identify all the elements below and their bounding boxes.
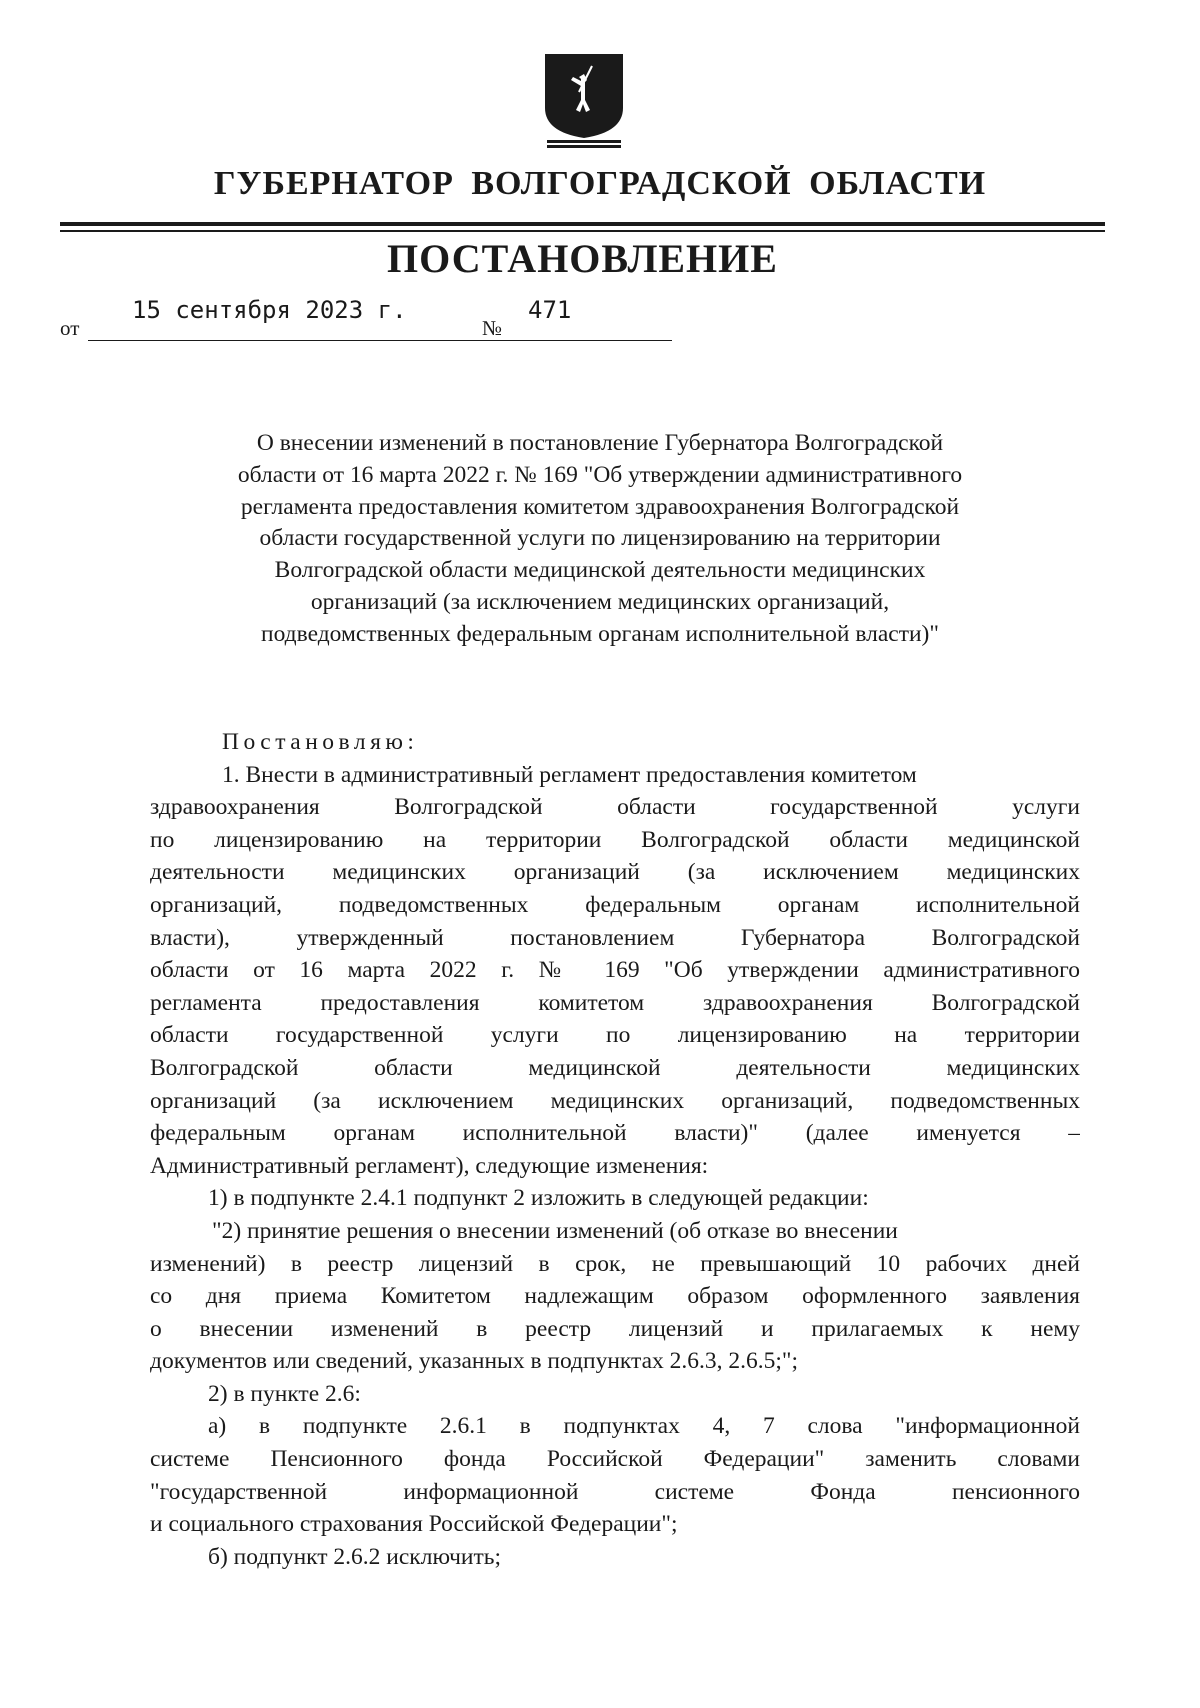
body-line: регламента предоставления комитетом здравоохранения Волгоградской <box>150 989 1080 1016</box>
body-line: организаций, подведомственных федеральным органам исполнительной <box>150 891 1080 918</box>
subject-line: области от 16 марта 2022 г. № 169 "Об утверждении административного <box>237 461 963 488</box>
body-line: области государственной услуги по лицензированию на территории <box>150 1022 1080 1049</box>
date-from-label: от <box>60 316 80 340</box>
header-rule-thin <box>60 230 1105 232</box>
subject-line: О внесении изменений в постановление Губернатора Волгоградской <box>256 430 944 456</box>
body-line: деятельности медицинских организаций (за исключением медицинских <box>150 859 1080 886</box>
body-line: 1. Внести в административный регламент предоставления комитетом <box>222 761 917 788</box>
body-line: Административный регламент), следующие изменения: <box>150 1152 709 1179</box>
body-line: организаций (за исключением медицинских организаций, подведомственных <box>150 1087 1080 1114</box>
body-line: системе Пенсионного фонда Российской Федерации" заменить словами <box>150 1446 1080 1473</box>
document-body <box>150 726 1080 1573</box>
resolve-word: Постановляю: <box>222 729 419 755</box>
date-number-row <box>60 296 700 340</box>
issuing-authority: ГУБЕРНАТОР ВОЛГОГРАДСКОЙ ОБЛАСТИ <box>213 165 987 202</box>
body-line: 2) в пункте 2.6: <box>208 1380 361 1407</box>
subject-line: области государственной услуги по лицензированию на территории <box>259 525 941 552</box>
number-label: № <box>482 316 503 340</box>
subject-line: организаций (за исключением медицинских организаций, <box>310 588 890 615</box>
body-line: здравоохранения Волгоградской области государственной услуги <box>150 794 1080 821</box>
body-line: области от 16 марта 2022 г. № 169 "Об утверждении административного <box>150 957 1080 984</box>
document-subject <box>150 428 1050 651</box>
document-number: 471 <box>528 296 572 324</box>
date-underline <box>88 340 533 341</box>
document-date: 15 сентября 2023 г. <box>132 296 407 324</box>
body-line: а) в подпункте 2.6.1 в подпунктах 4, 7 слова "информационной <box>208 1413 1080 1440</box>
header-rule-thick <box>60 222 1105 226</box>
coat-of-arms-icon <box>543 52 625 152</box>
body-line: документов или сведений, указанных в подпунктах 2.6.3, 2.6.5;"; <box>150 1348 799 1375</box>
subject-line: подведомственных федеральным органам исполнительной власти)" <box>261 620 939 647</box>
body-line: б) подпункт 2.6.2 исключить; <box>208 1543 502 1570</box>
body-line: и социального страхования Российской Федерации"; <box>150 1511 678 1538</box>
body-line: изменений) в реестр лицензий в срок, не превышающий 10 рабочих дней <box>150 1250 1080 1277</box>
body-line: "государственной информационной системе Фонда пенсионного <box>150 1478 1080 1505</box>
document-type-title: ПОСТАНОВЛЕНИЕ <box>387 236 778 281</box>
body-line: о внесении изменений в реестр лицензий и прилагаемых к нему <box>150 1315 1080 1342</box>
body-line: Волгоградской области медицинской деятельности медицинских <box>150 1054 1080 1081</box>
body-line: "2) принятие решения о внесении изменений (об отказе во внесении <box>212 1217 898 1244</box>
subject-line: регламента предоставления комитетом здравоохранения Волгоградской <box>240 493 960 520</box>
subject-line: Волгоградской области медицинской деятельности медицинских <box>274 557 926 584</box>
body-line: по лицензированию на территории Волгоградской области медицинской <box>150 826 1080 853</box>
body-line: 1) в подпункте 2.4.1 подпункт 2 изложить в следующей редакции: <box>208 1185 869 1212</box>
body-line: со дня приема Комитетом надлежащим образом оформленного заявления <box>150 1283 1080 1310</box>
body-line: власти), утвержденный постановлением Губернатора Волгоградской <box>150 924 1080 951</box>
number-underline <box>512 340 672 341</box>
body-line: федеральным органам исполнительной власти)" (далее именуется – <box>150 1120 1080 1147</box>
